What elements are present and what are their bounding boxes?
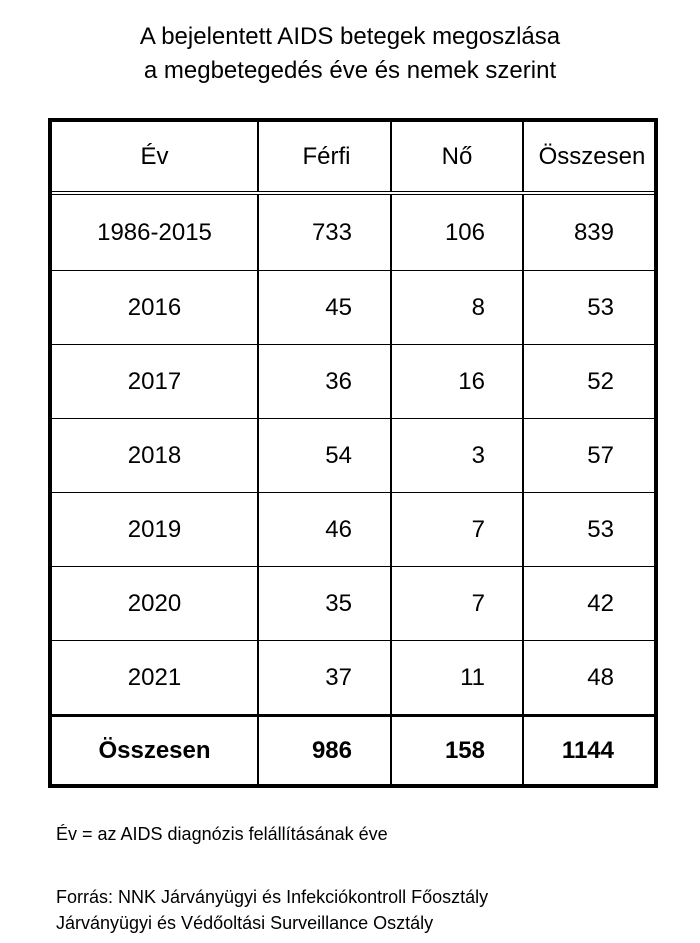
source-note — [56, 884, 488, 936]
table-row — [52, 195, 654, 271]
page-title — [0, 20, 700, 88]
cell-female: 7 — [392, 567, 524, 640]
footnote: Év = az AIDS diagnózis felállításának éve — [56, 824, 388, 844]
cell-year: 2016 — [52, 271, 259, 344]
cell-total: 52 — [587, 367, 614, 395]
cell-year: 2019 — [52, 493, 259, 566]
header-male: Férfi — [259, 122, 392, 191]
total-all: 1144 — [561, 736, 614, 764]
cell-male: 35 — [259, 567, 392, 640]
cell-male: 733 — [259, 195, 392, 270]
table-row — [52, 419, 654, 493]
title-line-1: A bejelentett AIDS betegek megoszlása — [139, 23, 561, 50]
cell-total: 53 — [587, 515, 614, 543]
cell-total: 48 — [587, 663, 614, 691]
total-female: 158 — [392, 717, 524, 784]
total-label: Összesen — [52, 717, 259, 784]
table-row — [52, 567, 654, 641]
cell-year: 2020 — [52, 567, 259, 640]
cell-male: 46 — [259, 493, 392, 566]
cell-total: 57 — [587, 441, 614, 469]
cell-total: 839 — [573, 218, 614, 246]
cell-total: 53 — [587, 293, 614, 321]
source-line-2: Járványügyi és Védőoltási Surveillance Osztály — [56, 913, 434, 933]
cell-male: 36 — [259, 345, 392, 418]
table-total-row — [52, 714, 654, 784]
cell-year: 1986-2015 — [52, 195, 259, 270]
table-row — [52, 271, 654, 345]
table-row — [52, 493, 654, 567]
table-row — [52, 345, 654, 419]
cell-female: 8 — [392, 271, 524, 344]
table-row — [52, 641, 654, 714]
header-year: Év — [52, 122, 259, 191]
source-line-1: Forrás: NNK Járványügyi és Infekciókontroll Főosztály — [56, 887, 489, 907]
title-line-2: a megbetegedés éve és nemek szerint — [143, 57, 557, 84]
total-male: 986 — [259, 717, 392, 784]
cell-female: 3 — [392, 419, 524, 492]
header-total: Összesen — [538, 142, 646, 170]
cell-year: 2018 — [52, 419, 259, 492]
cell-total: 42 — [587, 589, 614, 617]
cell-male: 45 — [259, 271, 392, 344]
header-female: Nő — [392, 122, 524, 191]
cell-year: 2021 — [52, 641, 259, 714]
table-header-row — [52, 122, 654, 195]
aids-cases-table — [48, 118, 658, 788]
cell-male: 54 — [259, 419, 392, 492]
cell-male: 37 — [259, 641, 392, 714]
cell-female: 106 — [392, 195, 524, 270]
cell-female: 16 — [392, 345, 524, 418]
cell-year: 2017 — [52, 345, 259, 418]
cell-female: 11 — [392, 641, 524, 714]
cell-female: 7 — [392, 493, 524, 566]
